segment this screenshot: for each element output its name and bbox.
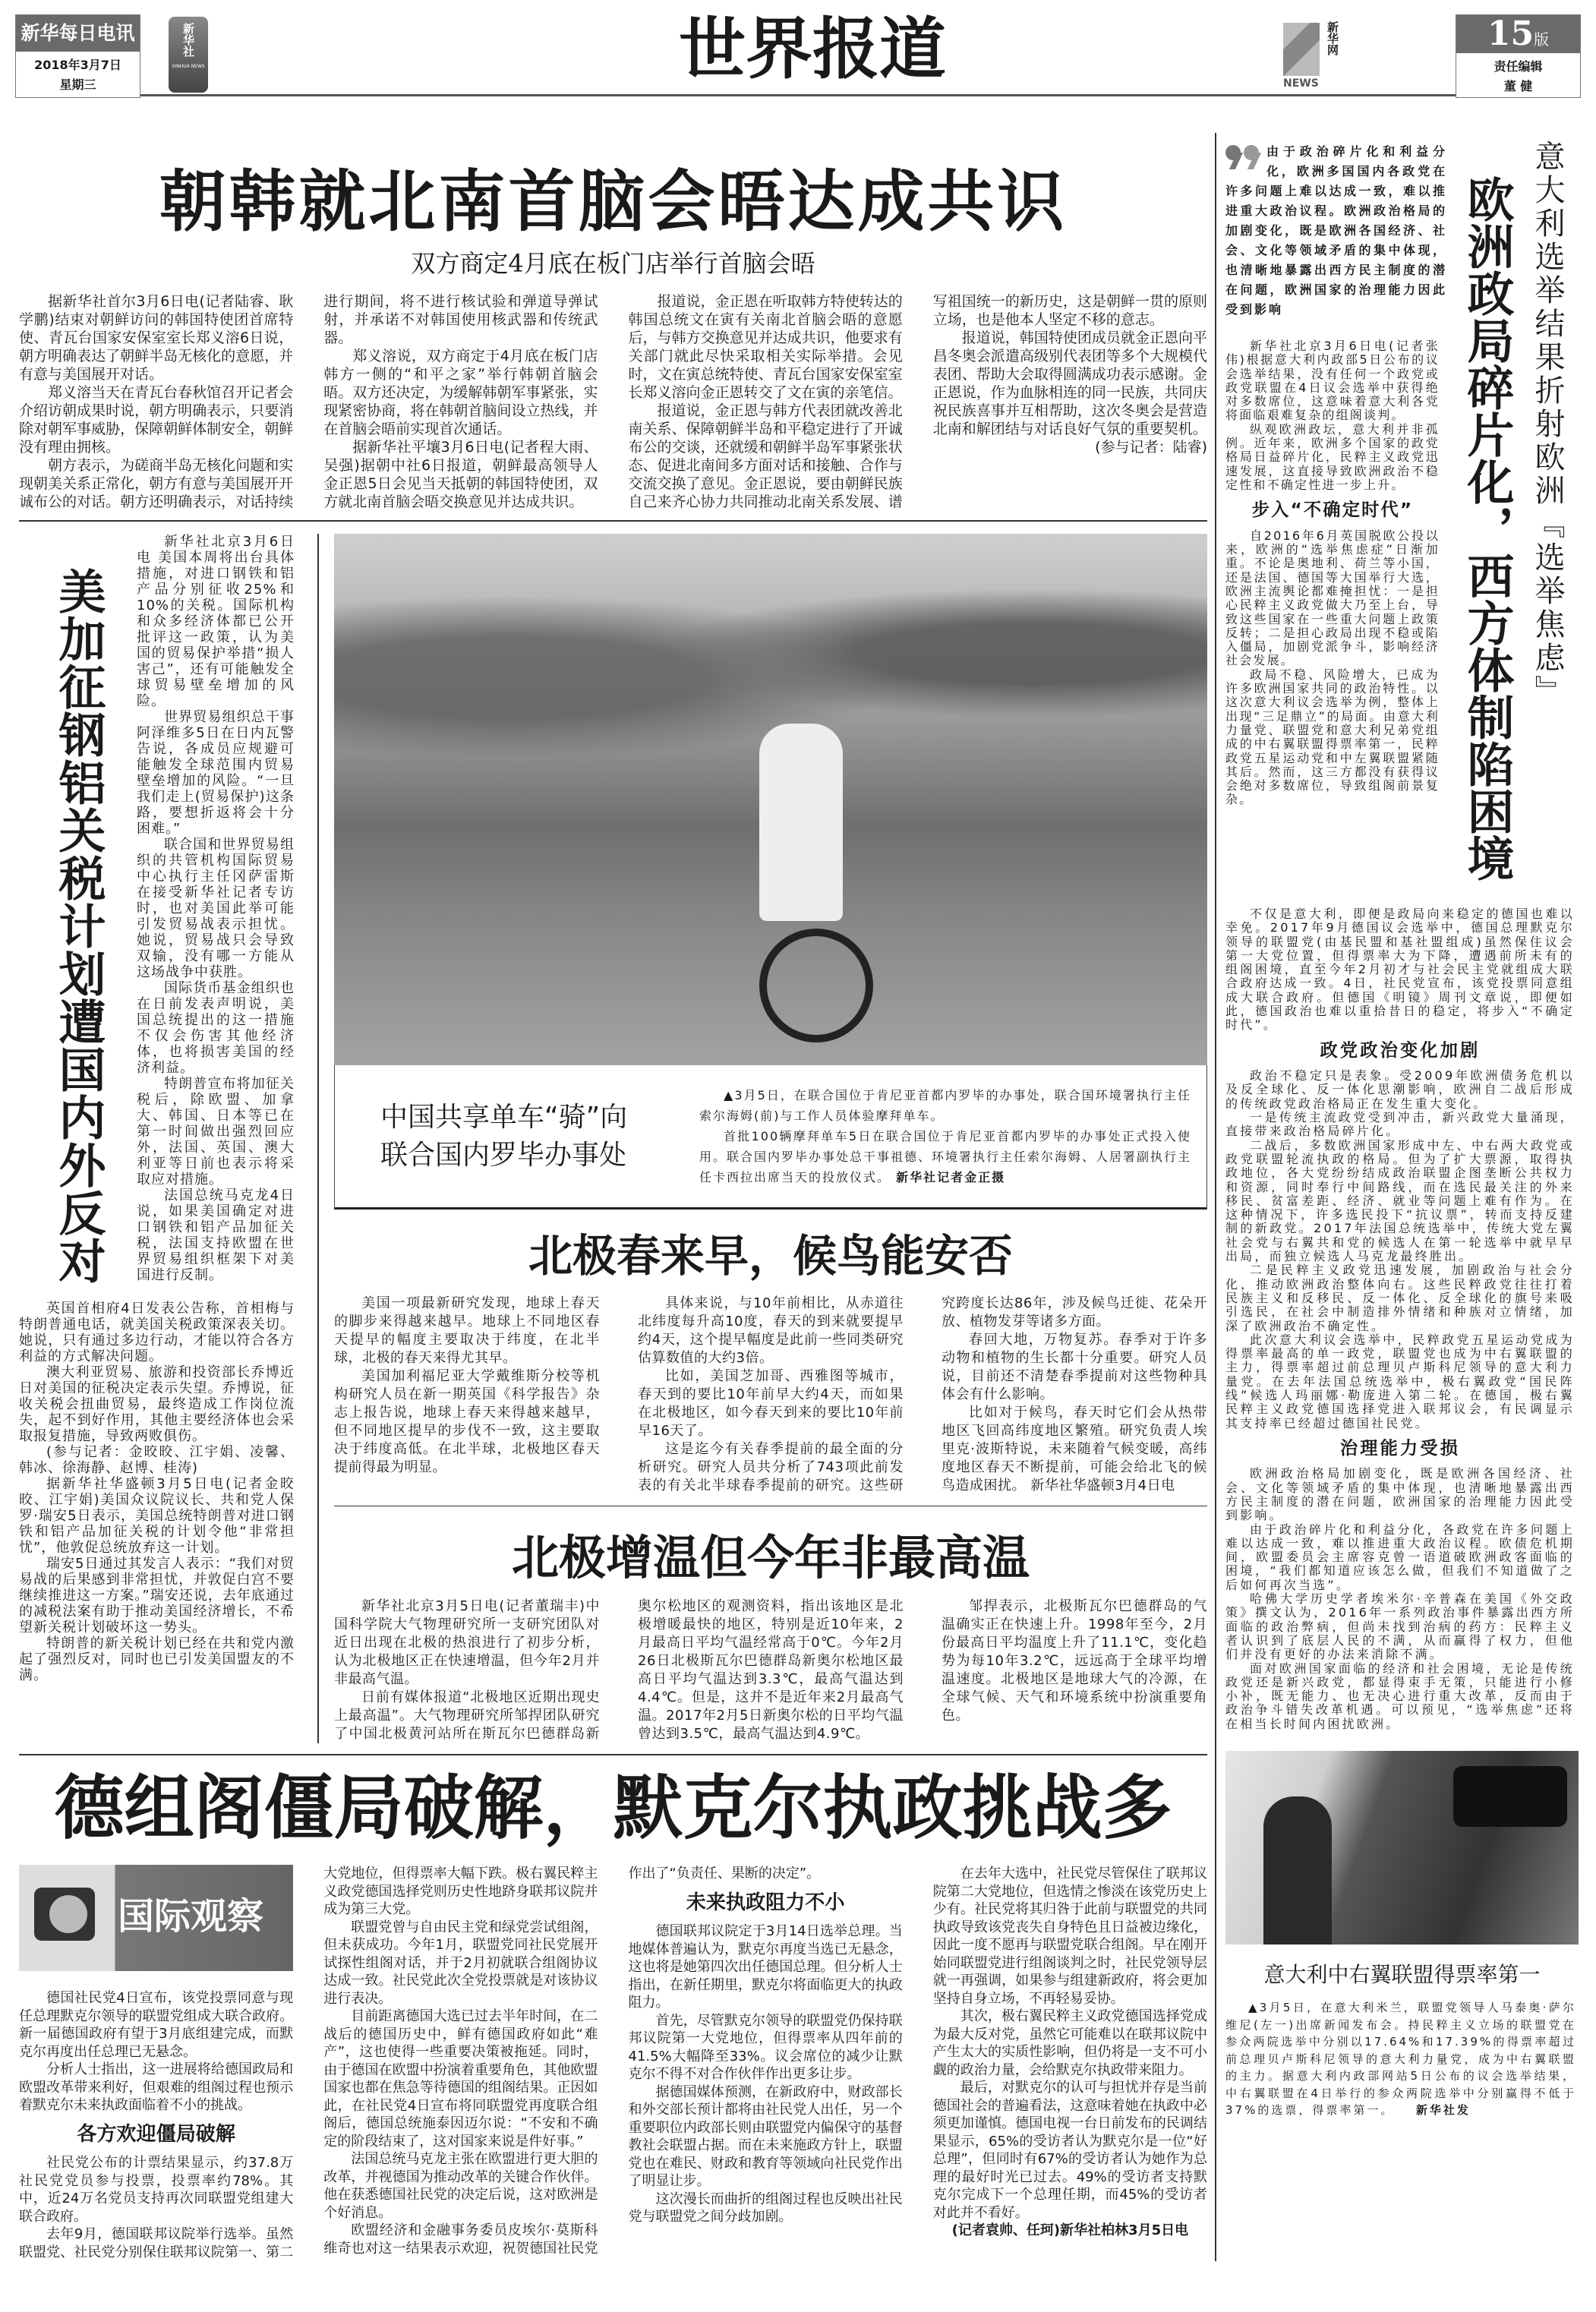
paragraph: 不仅是意大利，即便是政局向来稳定的德国也难以幸免。2017年9月德国议会选举中，德国总理默克尔领导的联盟党(由基民盟和基社盟组成)虽然保住议会第一大党位置，但得票率大为下降，遭遇前所未有的组阁困境，直至今年2月初才与社会民主党就组成大联合政府达成一致。4日，社民党宣布，该党投票同意组成大联合政府。但德国《明镜》周刊文章说，即便如此，德国政治也难以重拾昔日的稳定，将步入“不确定时代”。 xyxy=(1225,907,1575,1033)
section-title: 世界报道 xyxy=(678,9,946,88)
photo-politician xyxy=(1263,1796,1332,1945)
xinhuanet-n-icon xyxy=(1283,23,1320,76)
bike-caption-2-text: 首批100辆摩拜单车5日在联合国位于肯尼亚首都内罗毕的办事处正式投入使用。联合国内罗毕办事处总干事祖德、环境署执行主任索尔海姆、人居署副执行主任卡西拉出席当天的投放仪式。 xyxy=(699,1129,1192,1184)
paragraph: 比如，美国芝加哥、西雅图等城市，春天到的要比10年前早大约4天，而如果在北极地区，如今春天到来的要比10年前早16天了。 xyxy=(638,1368,904,1439)
paragraph: 联合国和世界贸易组织的共管机构国际贸易中心执行主任冈萨雷斯在接受新华社记者专访时，也对美国此举可能引发贸易战表示担忧。她说，贸易战只会导致双输，没有哪一方能从这场战争中获胜。 xyxy=(137,837,295,980)
xinhua-logo-text: 新华社 xyxy=(181,23,195,57)
paragraph: 据新华社华盛顿3月5日电(记者金晈晈、江宇娟)美国众议院议长、共和党人保罗·瑞安5日表示，美国总统特朗普对进口钢铁和铝产品加征关税的计划令他“非常担忧”，他敦促总统放弃这一计划。 xyxy=(19,1476,295,1556)
arctic-warming-headline: 北极增温但今年非最高温 xyxy=(511,1530,1030,1585)
italy-caption-body: ▲3月5日，在意大利米兰，联盟党领导人马泰奥·萨尔维尼(左一)出席新闻发布会。持民粹主义立场的联盟党在参众两院选举中分别以17.64%和17.39%的得票率超过前总理贝卢斯科尼领导的意大利力量党，成为中右翼联盟的主力。据意大利内政部网站5日公布的议会选举结果，中右翼联盟在4日举行的参众两院选举中分别赢得不低于37%的选票，得票率第一。 xyxy=(1225,2001,1576,2117)
center-area xyxy=(319,534,1207,1743)
germany-headline: 德组阁僵局破解，默克尔执政挑战多 xyxy=(54,1768,1172,1849)
paragraph: 新华社北京3月6日电(记者张伟)根据意大利内政部5日公布的议会选举结果，没有任何一个政党或政党联盟在4日议会选举中获得绝对多数席位，这意味着意大利各党将面临艰难复杂的组阁谈判。 xyxy=(1225,339,1440,423)
paragraph: 欧盟经济和金融事务委员皮埃尔·莫斯科维奇也对这一结果表示欢迎，祝贺德国社民党作出了“负责任、果断的决定”。 xyxy=(323,1866,821,2257)
quote-mark-icon xyxy=(1225,145,1260,175)
photo-bike-wheel xyxy=(759,929,873,1042)
italy-photo-caption xyxy=(1225,1999,1576,2119)
europe-subheadline: 意大利选举结果折射欧洲『选举焦虑』 xyxy=(1530,140,1565,708)
banner-title: 国际观察 xyxy=(118,1895,264,1938)
tariff-headline: 美加征钢铝关税计划遭国内外反对 xyxy=(51,567,106,1285)
subheading: 步入“不确定时代” xyxy=(1251,500,1414,521)
photo-cyclist xyxy=(759,724,843,921)
tariff-narrow-body xyxy=(137,534,295,1283)
issue-date: 2018年3月7日 xyxy=(34,58,121,72)
paragraph: 目前距离德国大选已过去半年时间，在二战后的德国历史中，鲜有德国政府如此“难产”，这也使得一些重要决策被拖延。同时，由于德国在欧盟中扮演着重要角色，其他欧盟国家也都在焦急等待德国的组阁结果。正因如此，在社民党4日宣布将同联盟党再度联合组阁后，德国总统施泰因迈尔说：“不安和不确定的阶段结束了，这对国家来说是件好事。” xyxy=(323,2008,598,2150)
paragraph: 法国总统马克龙4日说，如果美国确定对进口钢铁和铝产品加征关税，法国支持欧盟在世界贸易组织框架下对美国进行反制。 xyxy=(137,1188,295,1283)
editor-name: 董 健 xyxy=(1503,79,1533,93)
paragraph: 欧洲政治格局加剧变化，既是欧洲各国经济、社会、文化等领域矛盾的集中体现，也清晰地暴露出西方民主制度的潜在问题，欧洲国家的治理能力因此受到影响。 xyxy=(1225,1466,1575,1523)
paragraph: 一是传统主流政党受到冲击，新兴政党大量涌现，直接带来政治格局碎片化。 xyxy=(1225,1110,1575,1139)
paragraph: 其次，极右翼民粹主义政党德国选择党成为最大反对党，虽然它可能难以在联邦议院中产生太大的实质性影响，但仍将是一支不可小觑的政治力量，会给默克尔执政带来阻力。 xyxy=(932,2008,1207,2078)
xinhuanet-logo xyxy=(1283,17,1374,93)
subheading: 各方欢迎僵局破解 xyxy=(77,2122,235,2146)
korea-article-body xyxy=(19,292,1207,522)
europe-narrow-area xyxy=(1225,133,1447,807)
europe-wide-body xyxy=(1225,907,1575,1731)
paragraph: 郑义溶当天在青瓦台春秋馆召开记者会介绍访朝成果时说，朝方明确表示，只要消除对朝军事威胁，保障朝鲜体制安全，朝鲜没有理由拥核。 xyxy=(19,384,294,456)
arctic-spring-headline: 北极春来早，候鸟能安否 xyxy=(528,1230,1013,1282)
paragraph: 联盟党曾与自由民主党和绿党尝试组阁，但未获成功。今年1月，联盟党同社民党展开试探性组阁对话，并于2月初就联合组阁协议达成一致。社民党此次全党投票就是对该协议进行表决。 xyxy=(323,1919,598,2007)
europe-subheadline-wrap xyxy=(1529,133,1569,740)
xinhuanet-logo-text: 新华网 xyxy=(1326,21,1339,55)
paragraph: 新华社北京3月6日电 美国本周将出台具体措施，对进口钢铁和铝产品分别征收25%和10%的关税。国际机构和众多经济体都已公开批评这一政策，认为美国的贸易保护举措“损人害己”，还有可能触发全球贸易壁垒增加的风险。 xyxy=(137,534,295,709)
paragraph: 报道说，金正恩与韩方代表团就改善北南关系、保障朝鲜半岛和平稳定进行了开诚布公的交谈，还就缓和朝鲜半岛军事紧张状态、促进北南间多方面对话和接触、合作与交流交换了意见。金正恩说，要由朝鲜民族自己来齐心协力共同推动北南关系发展、谱写祖国统一的新历史，这是朝鲜一贯的原则立场，也是他本人坚定不移的意志。 xyxy=(628,293,1207,510)
subheading: 治理能力受损 xyxy=(1339,1437,1461,1459)
paragraph: 纵观欧洲政坛，意大利并非孤例。近年来，欧洲多个国家的政党格局日益碎片化，民粹主义政党迅速发展，这直接导致欧洲政治不稳定性和不确定性进一步上升。 xyxy=(1225,421,1440,492)
paragraph: 澳大利亚贸易、旅游和投资部长乔博近日对美国的征税决定表示失望。乔博说，征收关税会扭曲贸易，最终造成工作岗位流失，起不到好作用，其他主要经济体也会采取报复措施，导致两败俱伤。 xyxy=(19,1364,295,1444)
tariff-column xyxy=(19,534,319,1743)
paragraph: 报道说，韩国特使团成员就金正恩向平昌冬奥会派遣高级别代表团等多个大规模代表团、帮助大会取得圆满成功表示感谢。金正恩说，作为血脉相连的同一民族，共同庆祝民族喜事并互相帮助，这次冬奥会是营造北南和解团结与对话良好气氛的重要契机。 xyxy=(932,330,1207,437)
bike-caption-2 xyxy=(699,1126,1191,1188)
korea-headline: 朝韩就北南首脑会晤达成共识 xyxy=(159,162,1068,241)
paragraph: 郑义溶说，双方商定于4月底在板门店韩方一侧的“和平之家”举行韩朝首脑会晤。双方还决定，为缓解韩朝军事紧张，实现紧密协商，将在韩朝首脑间设立热线，并在首脑会晤前实现首次通话。 xyxy=(323,348,598,437)
paragraph: 日前有媒体报道“北极地区近期出现史上最高温”。大气物理研究所邹捍团队研究了中国北极黄河站所在斯瓦尔巴德群岛新奥尔松地区的观测资料，指出该地区是北极增暖最快的地区，特别是近10年来，2月最高日平均气温经常高于0℃。今年2月26日北极斯瓦尔巴德群岛新奥尔松地区最高日平均气温达到3.3℃，最高气温达到4.4℃。但是，这并不是近年来2月最高气温。2017年2月5日新奥尔松的日平均气温曾达到3.5℃，最高气温达到4.9℃。 xyxy=(334,1598,904,1742)
paragraph: 特朗普的新关税计划已经在共和党内激起了强烈反对，同时也已引发美国盟友的不满。 xyxy=(19,1635,295,1683)
paragraph: 据德国媒体预测，在新政府中，财政部长和外交部长预计都将由社民党人出任，另一个重要职位内政部长则由联盟党内偏保守的基督教社会联盟占据。而在未来施政方针上，联盟党也在难民、财政和教育等领域向社民党作出了明显让步。 xyxy=(628,2083,903,2190)
paragraph: 分析人士指出，这一进展将给德国政局和欧盟改革带来利好，但艰难的组阁过程也预示着默克尔未来执政面临着不小的挑战。 xyxy=(19,2061,294,2113)
bike-caption-box xyxy=(334,1065,1207,1210)
germany-body xyxy=(19,1865,1207,2261)
paragraph: 邹捍表示，北极斯瓦尔巴德群岛的气温确实正在快速上升。1998年至今，2月份最高日平均温度上升了11.1℃，变化趋势为每10年3.2℃，远远高于全球平均增温速度。北极地区是地球大气的冷源，在全球气候、天气和环境系统中扮演重要角色。 xyxy=(942,1598,1207,1724)
masthead-rule xyxy=(140,94,1456,96)
bike-photo xyxy=(334,534,1207,1065)
bike-caption-title xyxy=(380,1099,699,1175)
page-suffix: 版 xyxy=(1534,30,1550,49)
paragraph: 面对欧洲国家面临的经济和社会困境，无论是传统政党还是新兴政党，都显得束手无策，只能进行小修小补，既无能力、也无决心进行重大改革，反而由于政治争斗错失改革机遇。可以预见，“选举焦虑”还将在相当长时间内困扰欧洲。 xyxy=(1225,1661,1575,1731)
middle-row xyxy=(19,522,1207,1755)
europe-narrow-body xyxy=(1225,339,1440,807)
main-column xyxy=(19,133,1216,2261)
paragraph: 国际货币基金组织也在日前发表声明说，美国总统提出的这一措施不仅会伤害其他经济体，也将损害美国的经济利益。 xyxy=(137,980,295,1076)
paragraph: 政局不稳、风险增大，已成为许多欧洲国家共同的政治特性。以这次意大利议会选举为例，整体上出现“三足鼎立”的局面。由意大利力量党、联盟党和意大利兄弟党组成的中右翼联盟得票率第一，民粹政党五星运动党和中左翼联盟紧随其后。然而，这三方都没有获得议会绝对多数席位，导致组阁前景复杂。 xyxy=(1225,667,1440,807)
page-box xyxy=(1456,14,1581,98)
paragraph: (参与记者：金晈晈、江宇娟、凌馨、韩冰、徐海静、赵博、桂涛) xyxy=(19,1444,295,1476)
paragraph: 哈佛大学历史学者埃米尔·辛普森在美国《外交政策》撰文认为，2016年一系列政治事件暴露出西方所面临的政治弊病，但尚未找到治病的药方：民粹主义者认识到了底层人民的不满，从而赢得了权力，但他们并没有更好的办法来消除不满。 xyxy=(1225,1591,1575,1662)
xinhua-logo xyxy=(169,17,208,93)
paragraph: 据新华社首尔3月6日电(记者陆睿、耿学鹏)结束对朝鲜访问的韩国特使团首席特使、青瓦台国家安保室室长郑义溶6日说，朝方明确表达了朝鲜半岛无核化的意愿，并有意与美国展开对话。 xyxy=(19,293,294,383)
paragraph: 特朗普宣布将加征关税后，除欧盟、加拿大、韩国、日本等已在第一时间做出强烈回应外，法国、英国、澳大利亚等日前也表示将采取应对措施。 xyxy=(137,1076,295,1188)
paragraph: 德国联邦议院定于3月14日选举总理。当地媒体普遍认为，默克尔再度当选已无悬念，这也将是她第四次出任德国总理。但分析人士指出，在新任期里，默克尔将面临更大的执政阻力。 xyxy=(628,1923,903,2011)
paragraph: 具体来说，与10年前相比，从赤道往北纬度每升高10度，春天的到来就要提早约4天，这个提早幅度是此前一些同类研究估算数值的大约3倍。 xyxy=(638,1295,904,1366)
page-number: 15 xyxy=(1487,14,1534,53)
italy-photo-title: 意大利中右翼联盟得票率第一 xyxy=(1263,1962,1541,1987)
paragraph: 报道说，金正恩在听取韩方特使转达的韩国总统文在寅有关南北首脑会晤的意愿后，与韩方交换意见并达成共识，他要求有关部门就此尽快采取相关实际举措。会见时，文在寅总统特使、青瓦台国家安保室室长郑义溶向金正恩转交了文在寅的亲笔信。 xyxy=(628,293,903,401)
europe-pull-quote: 由于政治碎片化和利益分化，欧洲多国国内各政党在许多问题上难以达成一致，难以推进重大政治议程。欧洲政治格局的加剧变化，既是欧洲各国经济、社会、文化等领域矛盾的集中体现，也清晰地暴露出西方民主制度的潜在问题，欧洲国家的治理能力因此受到影响 xyxy=(1225,144,1447,317)
germany-credit: (记者袁帅、任珂)新华社柏林3月5日电 xyxy=(951,2222,1189,2238)
subheading: 未来执政阻力不小 xyxy=(686,1891,845,1914)
paragraph: 政治不稳定只是表象。受2009年欧洲债务危机以及反全球化、反一体化思潮影响，欧洲自二战后形成的传统政党政治格局正在发生重大变化。 xyxy=(1225,1068,1575,1111)
tariff-top-row xyxy=(19,534,302,1296)
paragraph: 在去年大选中，社民党尽管保住了联邦议院第二大党地位，但选情之惨淡在该党历史上少有。社民党将其归咎于此前与联盟党的共同执政导致该党丧失自身特色且日益被边缘化，因此一度不愿再与联盟党联合组阁。早在刚开始同联盟党进行组阁谈判之时，社民党领导层就一再强调，如果参与组建新政府，将会更加坚持自身立场，不再轻易妥协。 xyxy=(932,1866,1207,2007)
bike-caption-text xyxy=(699,1085,1191,1188)
europe-column xyxy=(1216,133,1580,2119)
paragraph: 由于政治碎片化和利益分化，各政党在许多问题上难以达成一致，难以推进重大政治议程。欧债危机期间，欧盟委员会主席容克曾一语道破欧洲政客面临的困境，“我们都知道应该怎么做，但我们不知道做了之后如何再次当选”。 xyxy=(1225,1522,1575,1592)
paragraph: 最后，对默克尔的认可与担忧并存是当前德国社会的普遍看法，这意味着她在执政中必须更加谨慎。德国电视一台日前发布的民调结果显示，65%的受访者认为默克尔是一位“好总理”，但同时有67%的受访者认为她作为总理的最好时光已过去。49%的受访者支持默克尔完成下一个总理任期，而45%的受访者对此并不看好。 xyxy=(932,2080,1207,2221)
photo-cameras xyxy=(1453,1766,1567,1827)
arctic-warming-body xyxy=(334,1598,1207,1743)
paragraph: 比如对于候鸟，春天时它们会从热带地区飞回高纬度地区繁殖。研究负责人埃里克·波斯特说，未来随着气候变暖，高纬度地区春天不断提前，可能会给北飞的候鸟造成困扰。 新华社华盛顿3月4日电 xyxy=(942,1405,1207,1493)
xinhuanet-logo-en: NEWS xyxy=(1283,77,1319,90)
italy-photo-credit: 新华社发 xyxy=(1415,2103,1471,2117)
europe-headline-wrap xyxy=(1458,133,1522,897)
masthead-left-box xyxy=(15,14,140,98)
bike-caption-1: ▲3月5日，在联合国位于肯尼亚首都内罗毕的办事处，联合国环境署执行主任索尔海姆(前)与工作人员体验摩拜单车。 xyxy=(699,1088,1191,1123)
paragraph: 法国总统马克龙主张在欧盟进行更大胆的改革，并视德国为推动改革的关键合作伙伴。他在获悉德国社民党的决定后说，这对欧洲是个好消息。 xyxy=(323,2151,598,2221)
editor-label: 责任编辑 xyxy=(1493,59,1543,74)
italy-photo xyxy=(1225,1751,1579,1945)
page-number-band xyxy=(1456,15,1580,53)
paragraph: 朝方表示，为磋商半岛无核化问题和实现朝美关系正常化，朝方有意与美国展开开诚布公的对话。朝方还明确表示，对话持续进行期间，将不进行核试验和弹道导弹试射，并承诺不对韩国使用核武器和传统武器。 xyxy=(19,293,598,510)
paragraph: 自2016年6月英国脱欧公投以来，欧洲的“选举焦虑症”日渐加重。不论是奥地利、荷兰等小国，还是法国、德国等大国举行大选，欧洲主流舆论都难掩担忧：一是担心民粹主义政党做大乃至上台，导致这些国家在一些重大问题上政策反转；二是担心政局出现不稳或陷入僵局，加剧党派争斗，影响经济社会发展。 xyxy=(1225,528,1440,668)
europe-headline: 欧洲政局碎片化，西方体制陷困境 xyxy=(1459,175,1515,882)
paragraph: 二战后，多数欧洲国家形成中左、中右两大政党或政党联盟轮流执政的格局。但为了扩大票源，取得执政地位，各大党纷纷结成政治联盟企图垄断公共权力和资源，同时奉行中间路线，而在选民最关注的外来移民、贫富差距、经济、就业等问题上难有作为。在这种情况下，许多选民投下“抗议票”，转而支持反建制的新政党。2017年法国总统选举中，传统大党左翼社会党与右翼共和党的候选人在第一轮选举中就早早出局，而独立候选人马克龙最终胜出。 xyxy=(1225,1137,1575,1264)
europe-top-row xyxy=(1225,133,1580,897)
paragraph: 此次意大利议会选举中，民粹政党五星运动党成为得票率最高的单一政党，联盟党也成为中右翼联盟的主力，得票率超过前总理贝卢斯科尼领导的意大利力量党。在去年法国总统选举中，极右翼政党“国民阵线”候选人玛丽娜·勒庞进入第二轮。在德国，极右翼民粹主义政党德国选择党进入联邦议会，有民调显示其支持率已经超过德国社民党。 xyxy=(1225,1332,1575,1430)
tariff-wide-body xyxy=(19,1301,295,1683)
xinhua-logo-en: XINHUA NEWS xyxy=(172,64,205,69)
international-watch-banner xyxy=(19,1865,293,1971)
bike-caption-title-2: 联合国内罗毕办事处 xyxy=(380,1139,627,1171)
issue-weekday: 星期三 xyxy=(59,77,96,92)
paragraph: 美国一项最新研究发现，地球上春天的脚步来得越来越早。地球上不同地区春天提早的幅度主要取决于纬度，在北半球，北极的春天来得尤其早。 xyxy=(334,1295,600,1366)
paragraph: 社民党公布的计票结果显示，约37.8万社民党党员参与投票，投票率约78%。其中，近24万名党员支持再次同联盟党组建大联合政府。 xyxy=(19,2155,294,2225)
bike-caption-title-1: 中国共享单车“骑”向 xyxy=(380,1101,628,1133)
paper-name: 新华每日电讯 xyxy=(16,15,140,52)
korea-credit: (参与记者：陆睿) xyxy=(1095,439,1207,456)
subheading: 政党政治变化加剧 xyxy=(1320,1039,1481,1061)
tariff-headline-wrap xyxy=(19,534,137,1296)
paragraph: 新华社北京3月5日电(记者董瑞丰)中国科学院大气物理研究所一支研究团队对近日出现在北极的热浪进行了初步分析，认为北极地区正在快速增温，但今年2月并非最高气温。 xyxy=(334,1598,600,1687)
globe-icon xyxy=(49,1895,87,1933)
paragraph: 英国首相府4日发表公告称，首相梅与特朗普通电话，就美国关税政策深表关切。她说，只有通过多边行动，才能以符合各方利益的方式解决问题。 xyxy=(19,1301,295,1364)
paragraph: 德国社民党4日宣布，该党投票同意与现任总理默克尔领导的联盟党组成大联合政府。新一届德国政府有望于3月底组建完成，而默克尔再度出任总理已无悬念。 xyxy=(19,1990,294,2060)
italy-caption-text xyxy=(1225,1999,1576,2119)
paragraph: 去年9月，德国联邦议院举行选举。虽然联盟党、社民党分别保住联邦议院第一、第二大党地位，但得票率大幅下跌。极右翼民粹主义政党德国选择党则历史性地跻身联邦议院并成为第三大党。 xyxy=(19,1866,598,2260)
arctic-spring-body xyxy=(334,1295,1207,1506)
paragraph: 这是迄今有关春季提前的最全面的分析研究。研究人员共分析了743项此前发表的有关北半球春季提前的研究。这些研究跨度长达86年，涉及候鸟迁徙、花朵开放、植物发芽等诸多方面。 xyxy=(638,1295,1207,1493)
korea-subheadline: 双方商定4月底在板门店举行首脑会晤 xyxy=(411,249,815,278)
paragraph: 二是民粹主义政党迅速发展，加剧政治与社会分化，推动欧洲政治整体向右。这些民粹政党往往打着民族主义和反移民、反一体化、反全球化的旗号来吸引选民，在社会中制造排外情绪和种族对立情绪，加深了欧洲政治不确定性。 xyxy=(1225,1263,1575,1333)
paragraph: 瑞安5日通过其发言人表示：“我们对贸易战的后果感到非常担忧，并敦促白宫不要继续推进这一方案。”瑞安还说，去年底通过的减税法案有助于推动美国经济增长，不希望新关税计划破坏这一势头。 xyxy=(19,1556,295,1635)
paragraph: 首先，尽管默克尔领导的联盟党仍保持联邦议院第一大党地位，但得票率从四年前的41.5%大幅降至33%。议会席位的减少让默克尔不得不对合作伙伴作出更多让步。 xyxy=(628,2012,903,2083)
paragraph: 美国加利福尼亚大学戴维斯分校等机构研究人员在新一期英国《科学报告》杂志上报告说，地球上春天来得越来越早，但不同地区提早的步伐不一致，这主要取决于纬度高低。在北半球，北极地区春天提前得最为明显。 xyxy=(334,1368,600,1475)
paragraph: 这次漫长而曲折的组阁过程也反映出社民党与联盟党之间分歧加剧。 xyxy=(628,2191,903,2225)
europe-quote-block xyxy=(1225,142,1447,320)
page-grid xyxy=(19,133,1583,2261)
paragraph: 春回大地，万物复苏。春季对于许多动物和植物的生长都十分重要。研究人员说，目前还不清楚春季提前对这些物种具体会有什么影响。 xyxy=(942,1332,1207,1402)
paragraph: 据新华社平壤3月6日电(记者程大雨、吴强)据朝中社6日报道，朝鲜最高领导人金正恩5日会见当天抵朝的韩国特使团，双方就北南首脑会晤交换意见并达成共识。 xyxy=(323,439,598,510)
paragraph: 世界贸易组织总干事阿泽维多5日在日内瓦警告说，各成员应规避可能触发全球范围内贸易壁垒增加的风险。“一旦我们走上(贸易保护)这条路，要想折返将会十分困难。” xyxy=(137,709,295,837)
bike-photo-credit: 新华社记者金正摄 xyxy=(896,1170,1006,1184)
